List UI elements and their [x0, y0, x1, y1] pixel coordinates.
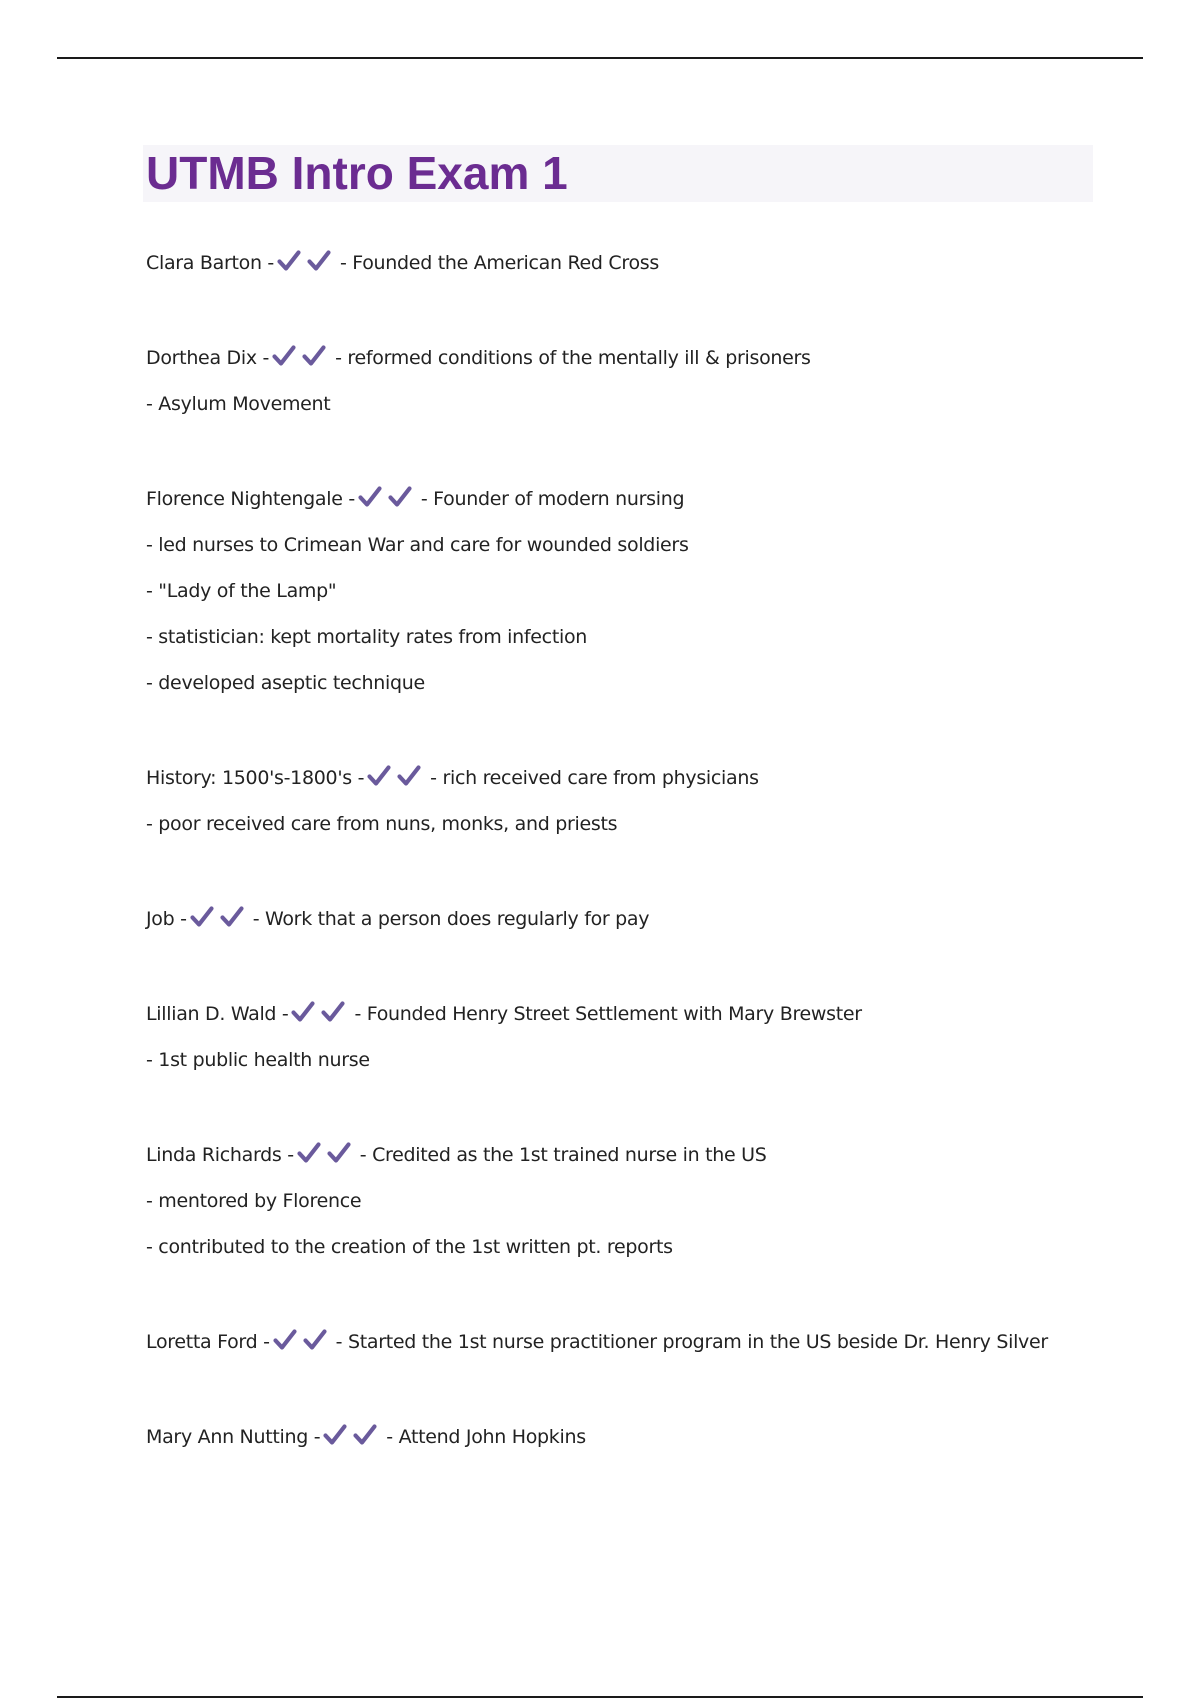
- flashcard-main-line: [146, 240, 1146, 286]
- check-marks: [367, 758, 427, 804]
- flashcard-term: Dorthea Dix -: [146, 347, 270, 369]
- checkmark-icon: [323, 1424, 347, 1446]
- flashcard-detail: - Asylum Movement: [146, 393, 331, 415]
- flashcard-term: Lillian D. Wald -: [146, 1003, 289, 1025]
- flashcard: [146, 240, 1146, 286]
- flashcard: [146, 896, 1146, 942]
- checkmark-icon: [303, 1329, 327, 1351]
- flashcard-definition: - rich received care from physicians: [430, 767, 759, 789]
- checkmark-icon: [297, 1142, 321, 1164]
- flashcard-main-line: [146, 335, 1146, 381]
- checkmark-icon: [190, 906, 214, 928]
- check-marks: [358, 479, 418, 525]
- flashcard-term: Clara Barton -: [146, 252, 274, 274]
- checkmark-icon: [277, 250, 301, 272]
- flashcard: [146, 1319, 1146, 1365]
- checkmark-icon: [358, 486, 382, 508]
- flashcard: [146, 476, 1146, 706]
- checkmark-icon: [272, 345, 296, 367]
- flashcard-detail: - poor received care from nuns, monks, and priests: [146, 813, 618, 835]
- flashcard-definition: - Credited as the 1st trained nurse in the US: [359, 1144, 767, 1166]
- flashcard-term: Florence Nightengale -: [146, 488, 355, 510]
- flashcard-list: [146, 240, 1146, 1509]
- flashcard-detail: - statistician: kept mortality rates from infection: [146, 626, 588, 648]
- flashcard-definition: - Work that a person does regularly for pay: [252, 908, 650, 930]
- flashcard-term: Mary Ann Nutting -: [146, 1426, 321, 1448]
- checkmark-icon: [291, 1001, 315, 1023]
- flashcard-main-line: [146, 1319, 1146, 1365]
- flashcard-main-line: [146, 755, 1146, 801]
- checkmark-icon: [353, 1424, 377, 1446]
- flashcard-detail: - "Lady of the Lamp": [146, 580, 337, 602]
- check-marks: [323, 1417, 383, 1463]
- flashcard-definition: - reformed conditions of the mentally ill & prisoners: [335, 347, 811, 369]
- flashcard-definition: - Attend John Hopkins: [386, 1426, 586, 1448]
- checkmark-icon: [307, 250, 331, 272]
- flashcard-term: Linda Richards -: [146, 1144, 294, 1166]
- flashcard-definition: - Founded the American Red Cross: [339, 252, 659, 274]
- flashcard-definition: - Founder of modern nursing: [420, 488, 685, 510]
- checkmark-icon: [220, 906, 244, 928]
- flashcard-term: History: 1500's-1800's -: [146, 767, 365, 789]
- bottom-page-rule: [57, 1696, 1143, 1698]
- checkmark-icon: [273, 1329, 297, 1351]
- flashcard-main-line: [146, 476, 1146, 522]
- flashcard-main-line: [146, 991, 1146, 1037]
- checkmark-icon: [367, 765, 391, 787]
- flashcard-main-line: [146, 1414, 1146, 1460]
- top-page-rule: [57, 57, 1143, 59]
- flashcard-detail: - mentored by Florence: [146, 1190, 362, 1212]
- flashcard-term: Loretta Ford -: [146, 1331, 270, 1353]
- check-marks: [190, 899, 250, 945]
- flashcard-detail: - contributed to the creation of the 1st written pt. reports: [146, 1236, 673, 1258]
- flashcard-definition: - Started the 1st nurse practitioner program in the US beside Dr. Henry Silver: [335, 1331, 1048, 1353]
- flashcard: [146, 1414, 1146, 1460]
- check-marks: [273, 1322, 333, 1368]
- check-marks: [291, 994, 351, 1040]
- checkmark-icon: [327, 1142, 351, 1164]
- checkmark-icon: [302, 345, 326, 367]
- flashcard-detail: - led nurses to Crimean War and care for wounded soldiers: [146, 534, 689, 556]
- checkmark-icon: [397, 765, 421, 787]
- flashcard-main-line: [146, 896, 1146, 942]
- flashcard: [146, 1132, 1146, 1270]
- checkmark-icon: [388, 486, 412, 508]
- check-marks: [297, 1135, 357, 1181]
- check-marks: [272, 338, 332, 384]
- flashcard: [146, 755, 1146, 847]
- flashcard-main-line: [146, 1132, 1146, 1178]
- flashcard-term: Job -: [146, 908, 187, 930]
- flashcard-definition: - Founded Henry Street Settlement with Mary Brewster: [354, 1003, 862, 1025]
- check-marks: [277, 243, 337, 289]
- flashcard-detail: - 1st public health nurse: [146, 1049, 370, 1071]
- flashcard: [146, 335, 1146, 427]
- page-title: UTMB Intro Exam 1: [146, 147, 568, 199]
- checkmark-icon: [321, 1001, 345, 1023]
- flashcard: [146, 991, 1146, 1083]
- flashcard-detail: - developed aseptic technique: [146, 672, 425, 694]
